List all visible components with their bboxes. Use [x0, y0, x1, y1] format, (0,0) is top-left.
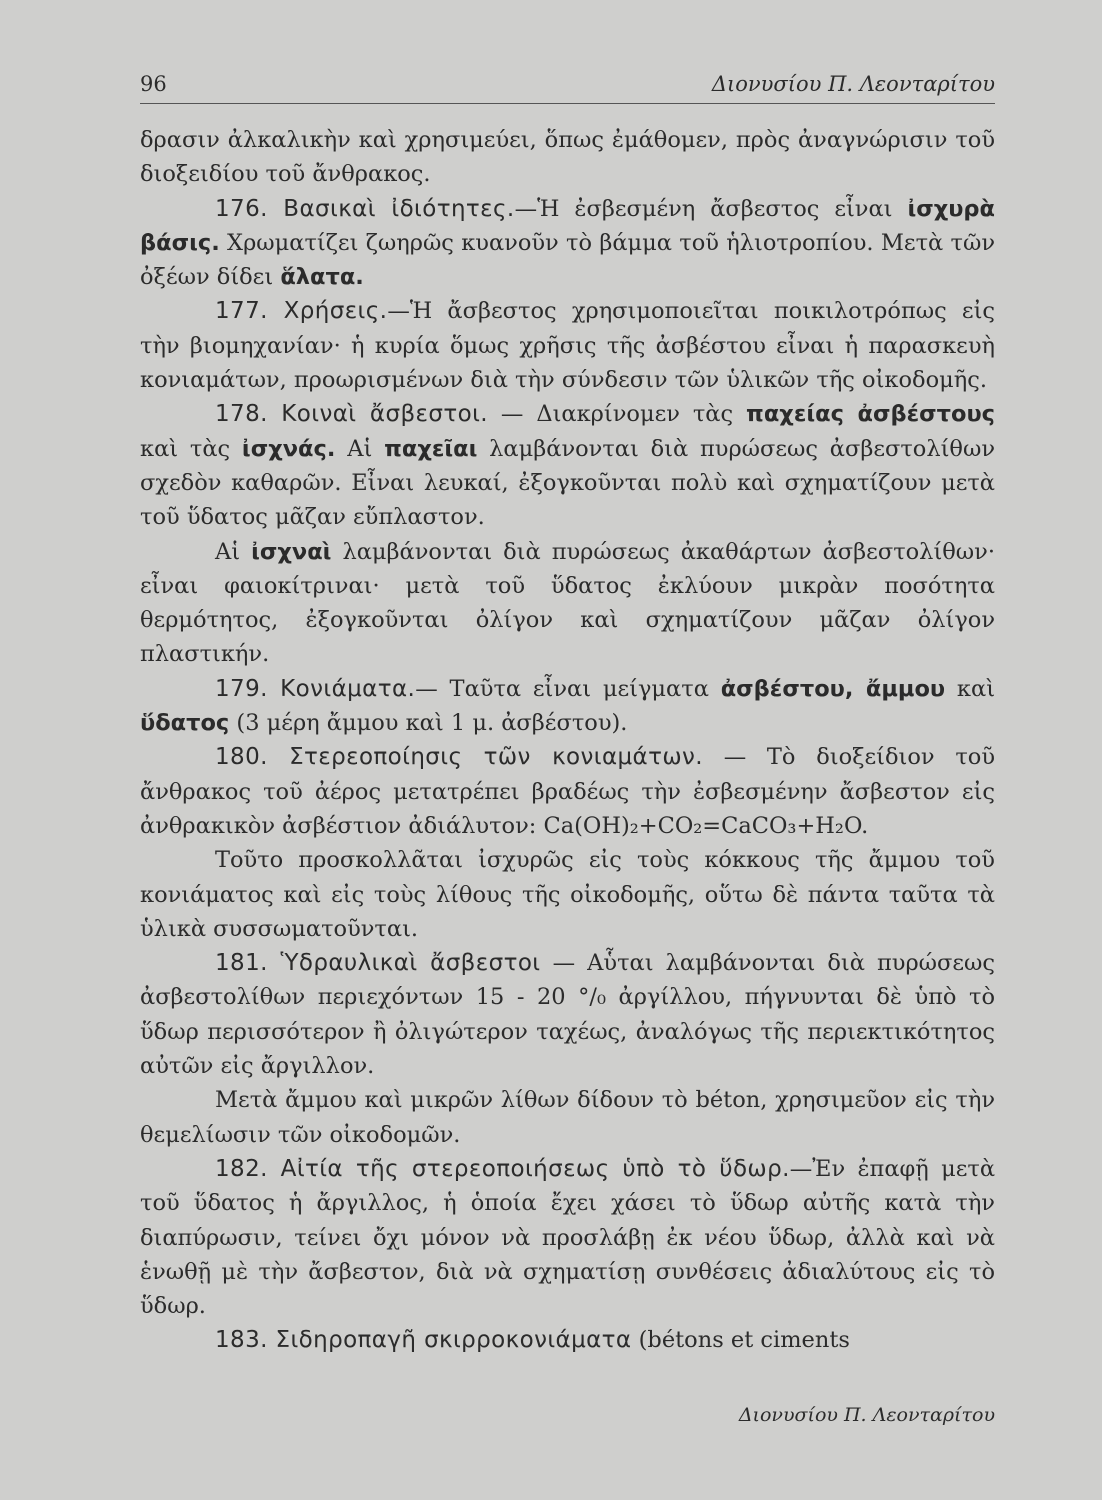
- section-177: 177. Χρήσεις.—Ἡ ἄσβεστος χρησιμοποιεῖται ποικιλοτρόπως εἰς τὴν βιομηχανίαν· ἡ κυρία ὅμως χρῆσις τῆς ἀσβέστου εἶναι ἡ παρασκευὴ κονιαμάτων, προωρισμένων διὰ τὴν σύνδεσιν τῶν ὑλικῶν τῆς οἰκοδομῆς.: [140, 298, 995, 394]
- section-183: 183. Σιδηροπαγῆ σκιρροκονιάματα (bétons et ciments: [215, 1327, 850, 1354]
- section-181-continued: Μετὰ ἄμμου καὶ μικρῶν λίθων δίδουν τὸ béton, χρησιμεῦον εἰς τὴν θεμελίωσιν τῶν οἰκοδομῶν.: [140, 1087, 995, 1148]
- section-181: 181. Ὑδραυλικαὶ ἄσβεστοι — Αὗται λαμβάνονται διὰ πυρώσεως ἀσβεστολίθων περιεχόντων 15 - 20 °/₀ ἀργίλλου, πήγνυνται δὲ ὑπὸ τὸ ὕδωρ περισσότερον ἢ ὀλιγώτερον ταχέως, ἀναλόγως τῆς περιεκτικότητος αὐτῶν εἰς ἄργιλλον.: [140, 950, 995, 1080]
- section-heading: 176. Βασικαὶ ἰδιότητες.: [215, 195, 515, 222]
- section-180: 180. Στερεοποίησις τῶν κονιαμάτων. — Τὸ διοξείδιον τοῦ ἄνθρακος τοῦ ἀέρος μετατρέπει βραδέως τὴν ἐσβεσμένην ἄσβεστον εἰς ἀνθρακικὸν ἀσβέστιον ἀδιάλυτον: Ca(OH)₂+CO₂=CaCO₃+H₂O.: [140, 744, 995, 839]
- section-heading: 177. Χρήσεις.: [215, 298, 388, 325]
- page-header: [140, 72, 995, 102]
- emphasis: ἰσχνάς.: [241, 435, 336, 462]
- emphasis: ἰσχυρὰ βάσις.: [140, 195, 995, 256]
- emphasis: ὕδατος: [140, 710, 230, 737]
- emphasis: ἰσχναὶ: [251, 538, 332, 565]
- page-number: 96: [140, 72, 167, 96]
- section-heading: 181. Ὑδραυλικαὶ ἄσβεστοι: [215, 950, 541, 977]
- emphasis: παχεῖαι: [384, 435, 478, 462]
- section-heading: 178. Κοιναὶ ἄσβεστοι.: [215, 401, 488, 428]
- footer-signature: Διονυσίου Π. Λεονταρίτου: [738, 1404, 995, 1426]
- emphasis: παχείας ἀσβέστους: [746, 401, 996, 428]
- paragraph-continuation: δρασιν ἀλκαλικὴν καὶ χρησιμεύει, ὅπως ἐμάθομεν, πρὸς ἀναγνώρισιν τοῦ διοξειδίου τοῦ ἄνθρακος.: [140, 127, 995, 188]
- header-rule: [140, 103, 995, 104]
- section-heading: 179. Κονιάματα.: [215, 675, 416, 702]
- section-180-continued: Τοῦτο προσκολλᾶται ἰσχυρῶς εἰς τοὺς κόκκους τῆς ἄμμου τοῦ κονιάματος καὶ εἰς τοὺς λίθους τῆς οἰκοδομῆς, οὕτω δὲ πάντα ταῦτα τὰ ὑλικὰ συσσωματοῦνται.: [140, 847, 995, 942]
- body-text: [140, 123, 995, 1358]
- section-182: 182. Αἰτία τῆς στερεοποιήσεως ὑπὸ τὸ ὕδωρ.—Ἐν ἐπαφῇ μετὰ τοῦ ὕδατος ἡ ἄργιλλος, ἡ ὁποία ἔχει χάσει τὸ ὕδωρ αὐτῆς κατὰ τὴν διαπύρωσιν, τείνει ὄχι μόνον νὰ προσλάβῃ ἐκ νέου ὕδωρ, ἀλλὰ καὶ νὰ ἑνωθῇ μὲ τὴν ἄσβεστον, διὰ νὰ σχηματίσῃ συνθέσεις ἀδιαλύτους εἰς τὸ ὕδωρ.: [140, 1155, 996, 1320]
- running-title: Διονυσίου Π. Λεονταρίτου: [711, 72, 995, 96]
- section-179: 179. Κονιάματα.— Ταῦτα εἶναι μείγματα ἀσβέστου, ἄμμου καὶ ὕδατος (3 μέρη ἄμμου καὶ 1 μ. ἀσβέστου).: [140, 675, 996, 737]
- section-heading: 183. Σιδηροπαγῆ σκιρροκονιάματα: [215, 1327, 632, 1354]
- section-heading: 180. Στερεοποίησις τῶν κονιαμάτων.: [215, 744, 703, 771]
- emphasis: ἀσβέστου, ἄμμου: [720, 675, 946, 702]
- section-178-continued: Αἱ ἰσχναὶ λαμβάνονται διὰ πυρώσεως ἀκαθάρτων ἀσβεστολίθων· εἶναι φαιοκίτριναι· μετὰ τοῦ ὕδατος ἐκλύουν μικρὰν ποσότητα θερμότητος, ἐξογκοῦνται ὀλίγον καὶ σχηματίζουν μᾶζαν ὀλίγον πλαστικήν.: [140, 538, 995, 668]
- section-176: 176. Βασικαὶ ἰδιότητες.—Ἡ ἐσβεσμένη ἄσβεστος εἶναι ἰσχυρὰ βάσις. Χρωματίζει ζωηρῶς κυανοῦν τὸ βάμμα τοῦ ἡλιοτροπίου. Μετὰ τῶν ὀξέων δίδει ἅλατα.: [140, 195, 995, 291]
- section-heading: 182. Αἰτία τῆς στερεοποιήσεως ὑπὸ τὸ ὕδωρ.: [215, 1155, 790, 1182]
- emphasis: ἅλατα.: [280, 264, 364, 291]
- section-178: 178. Κοιναὶ ἄσβεστοι. — Διακρίνομεν τὰς παχείας ἀσβέστους καὶ τὰς ἰσχνάς. Αἱ παχεῖαι λαμβάνονται διὰ πυρώσεως ἀσβεστολίθων σχεδὸν καθαρῶν. Εἶναι λευκαί, ἐξογκοῦνται πολὺ καὶ σχηματίζουν μετὰ τοῦ ὕδατος μᾶζαν εὔπλαστον.: [140, 401, 996, 531]
